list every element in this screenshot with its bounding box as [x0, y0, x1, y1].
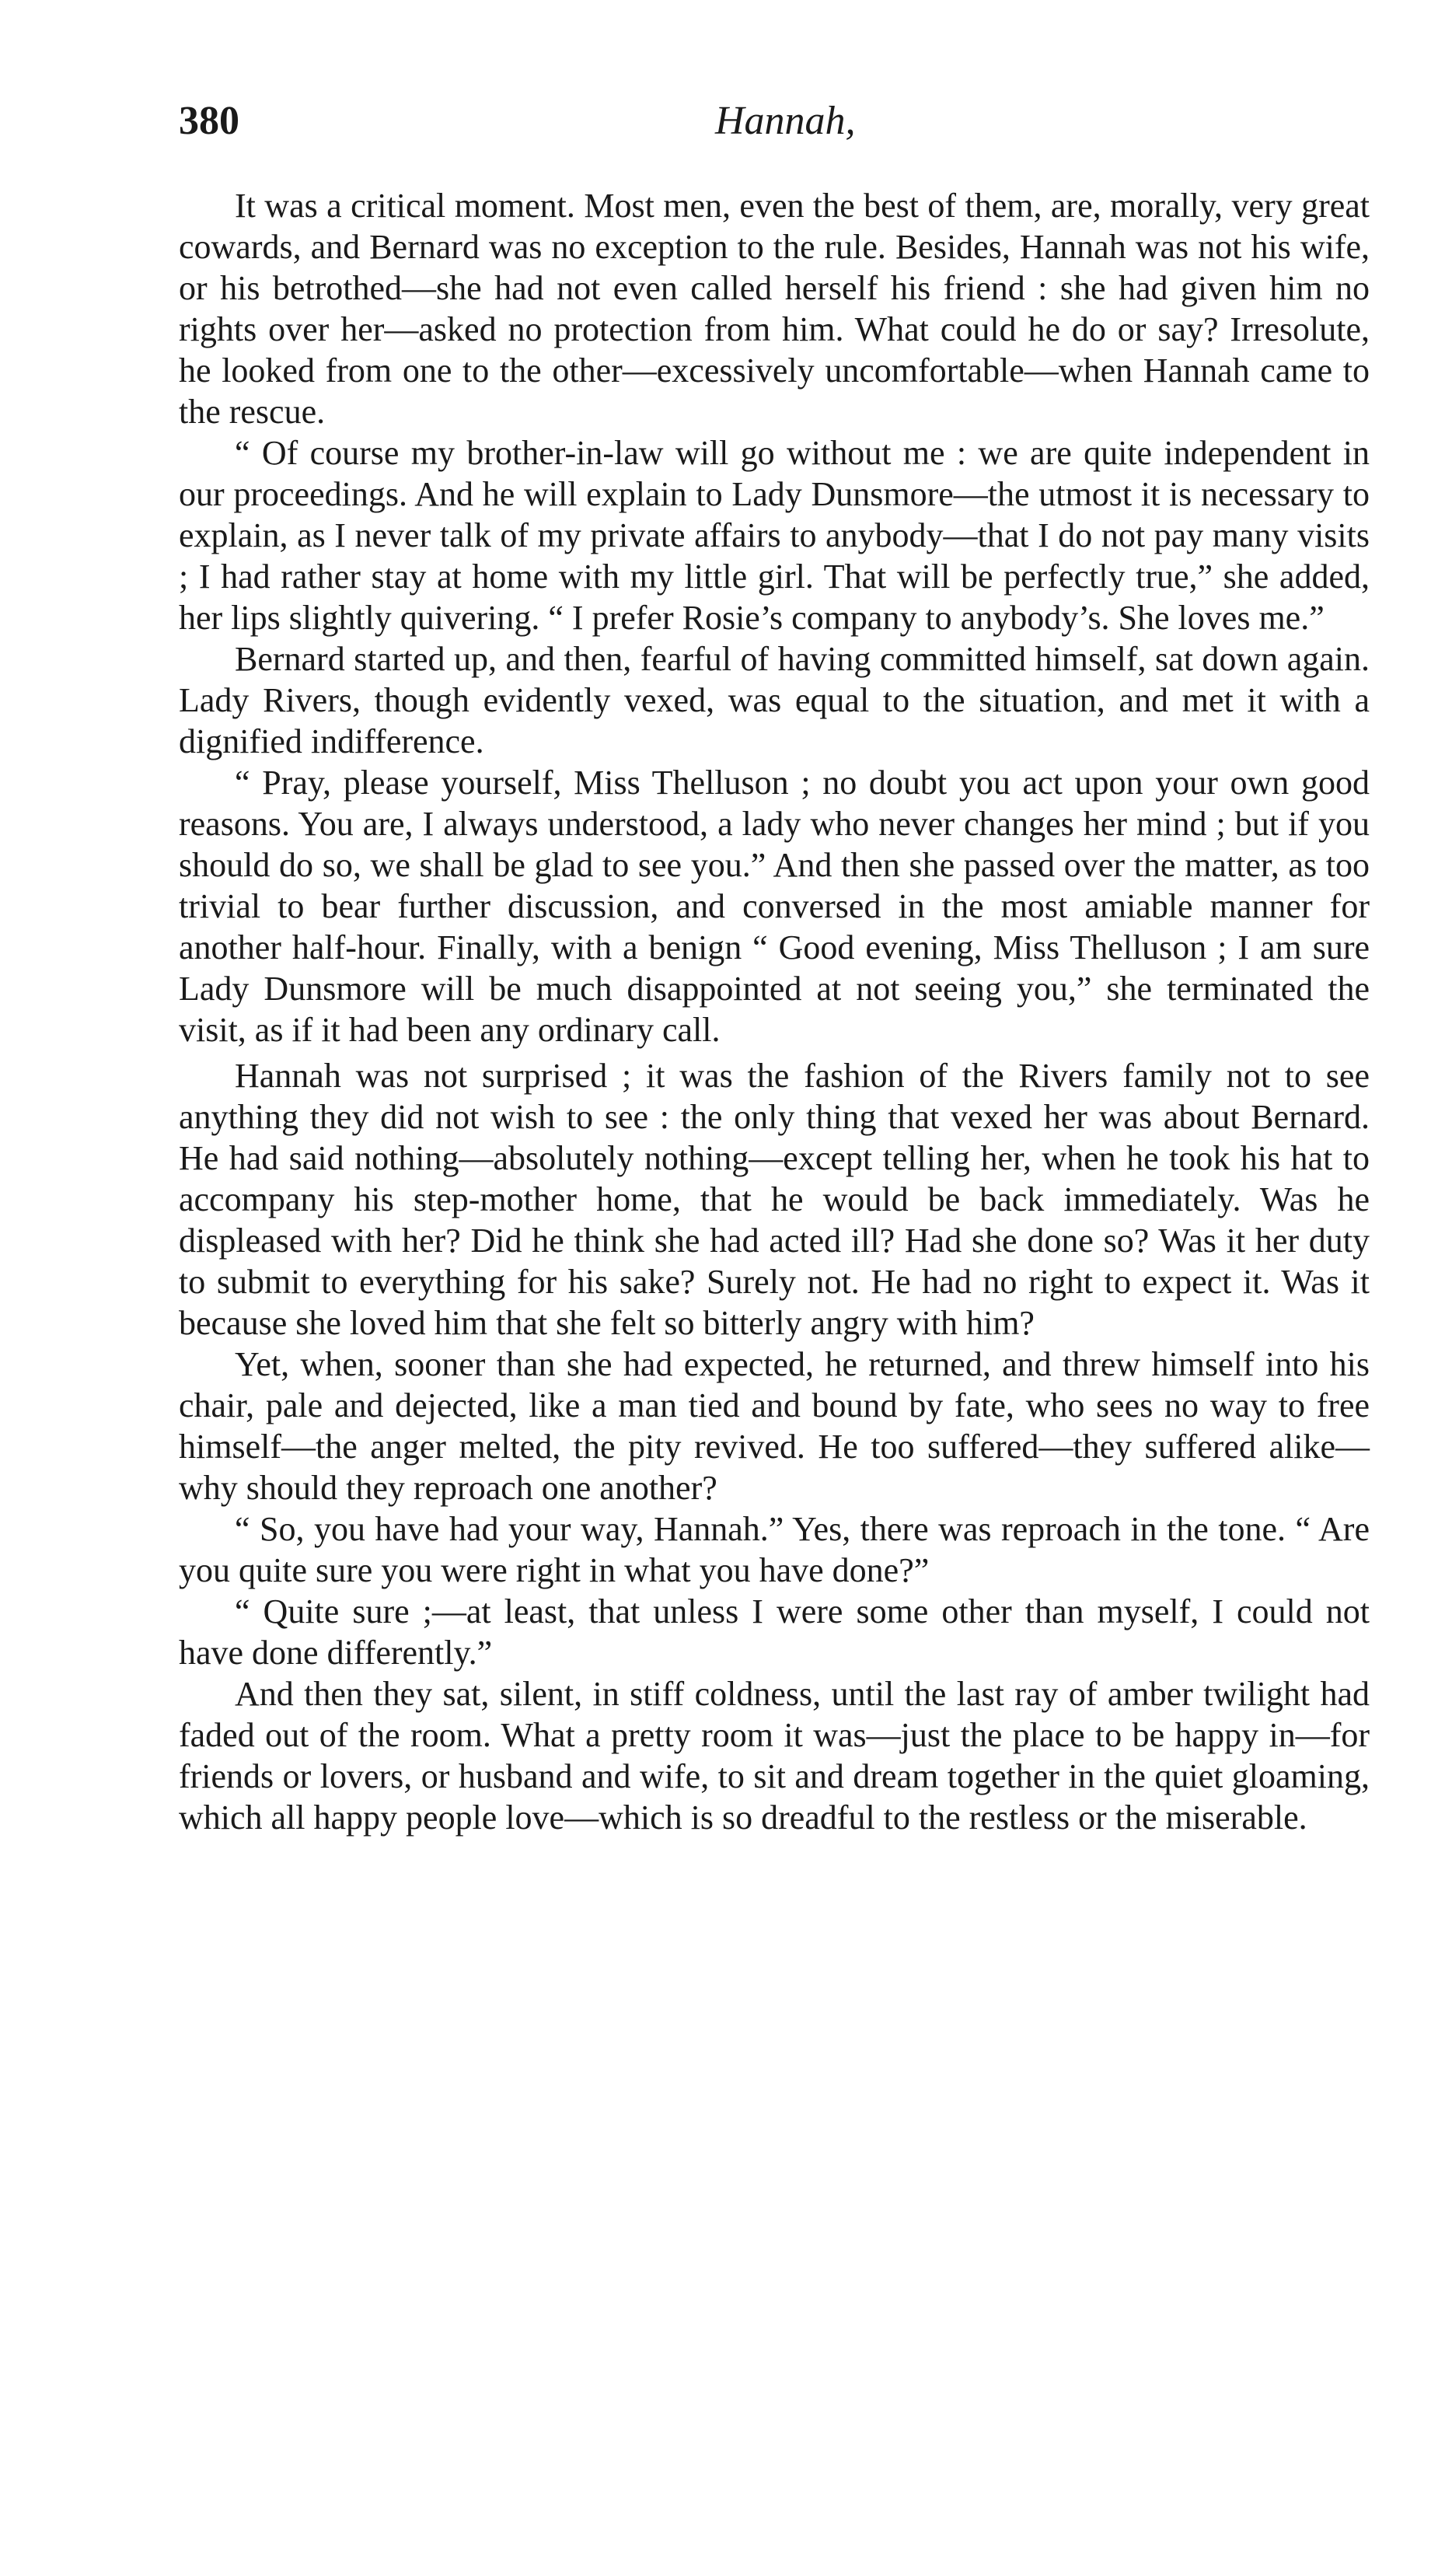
- paragraph: Hannah was not surprised ; it was the fashion of the Rivers family not to see anything they did not wish to see : the only thing that vexed her was about Bernard. He had said nothing—absolutely nothing—except telling her, when he took his hat to accompany his step-mother home, that he would be back immediately. Was he displeased with her? Did he think she had acted ill? Had she done so? Was it her duty to submit to everything for his sake? Surely not. He had no right to expect it. Was it because she loved him that she felt so bitterly angry with him?: [179, 1057, 1370, 1342]
- page-number: 380: [179, 99, 239, 143]
- paragraph: Yet, when, sooner than she had expected, he returned, and threw himself into his chair, pale and dejected, like a man tied and bound by fate, who sees no way to free himself—the anger melted, the pity revived. He too suffered—they suffered alike—why should they reproach one another?: [179, 1345, 1370, 1507]
- running-head: [179, 98, 1345, 160]
- paragraph: It was a critical moment. Most men, even the best of them, are, morally, very great cowards, and Bernard was no exception to the rule. Besides, Hannah was not his wife, or his betrothed—she had not even called herself his friend : she had given him no rights over her—asked no protection from him. What could he do or say? Irresolute, he looked from one to the other—excessively uncomfortable—when Hannah came to the rescue.: [179, 187, 1370, 431]
- paragraph: And then they sat, silent, in stiff coldness, until the last ray of amber twilight had faded out of the room. What a pretty room it was—just the place to be happy in—for friends or lovers, or husband and wife, to sit and dream together in the quiet gloaming, which all happy people love—which is so dreadful to the restless or the miserable.: [179, 1675, 1370, 1837]
- paragraph: “ Of course my brother-in-law will go without me : we are quite independent in our proceedings. And he will explain to Lady Dunsmore—the utmost it is necessary to explain, as I never talk of my private affairs to anybody—that I do not pay many visits ; I had rather stay at home with my little girl. That will be perfectly true,” she added, her lips slightly quivering. “ I prefer Rosie’s company to anybody’s. She loves me.”: [179, 434, 1370, 637]
- running-title: Hannah,: [715, 99, 856, 143]
- paragraph: “ Quite sure ;—at least, that unless I were some other than myself, I could not have done differently.”: [179, 1592, 1370, 1672]
- paragraph: Bernard started up, and then, fearful of having committed himself, sat down again. Lady Rivers, though evidently vexed, was equal to the situation, and met it with a dignified indifference.: [179, 640, 1370, 760]
- paragraph: “ Pray, please yourself, Miss Thelluson ; no doubt you act upon your own good reasons. You are, I always understood, a lady who never changes her mind ; but if you should do so, we shall be glad to see you.” And then she passed over the matter, as too trivial to bear further discussion, and conversed in the most amiable manner for another half-hour. Finally, with a benign “ Good evening, Miss Thelluson ; I am sure Lady Dunsmore will be much disappointed at not seeing you,” she terminated the visit, as if it had been any ordinary call.: [179, 764, 1370, 1049]
- paragraph: “ So, you have had your way, Hannah.” Yes, there was reproach in the tone. “ Are you quite sure you were right in what you have done?”: [179, 1510, 1370, 1589]
- body-text: [179, 185, 1370, 1838]
